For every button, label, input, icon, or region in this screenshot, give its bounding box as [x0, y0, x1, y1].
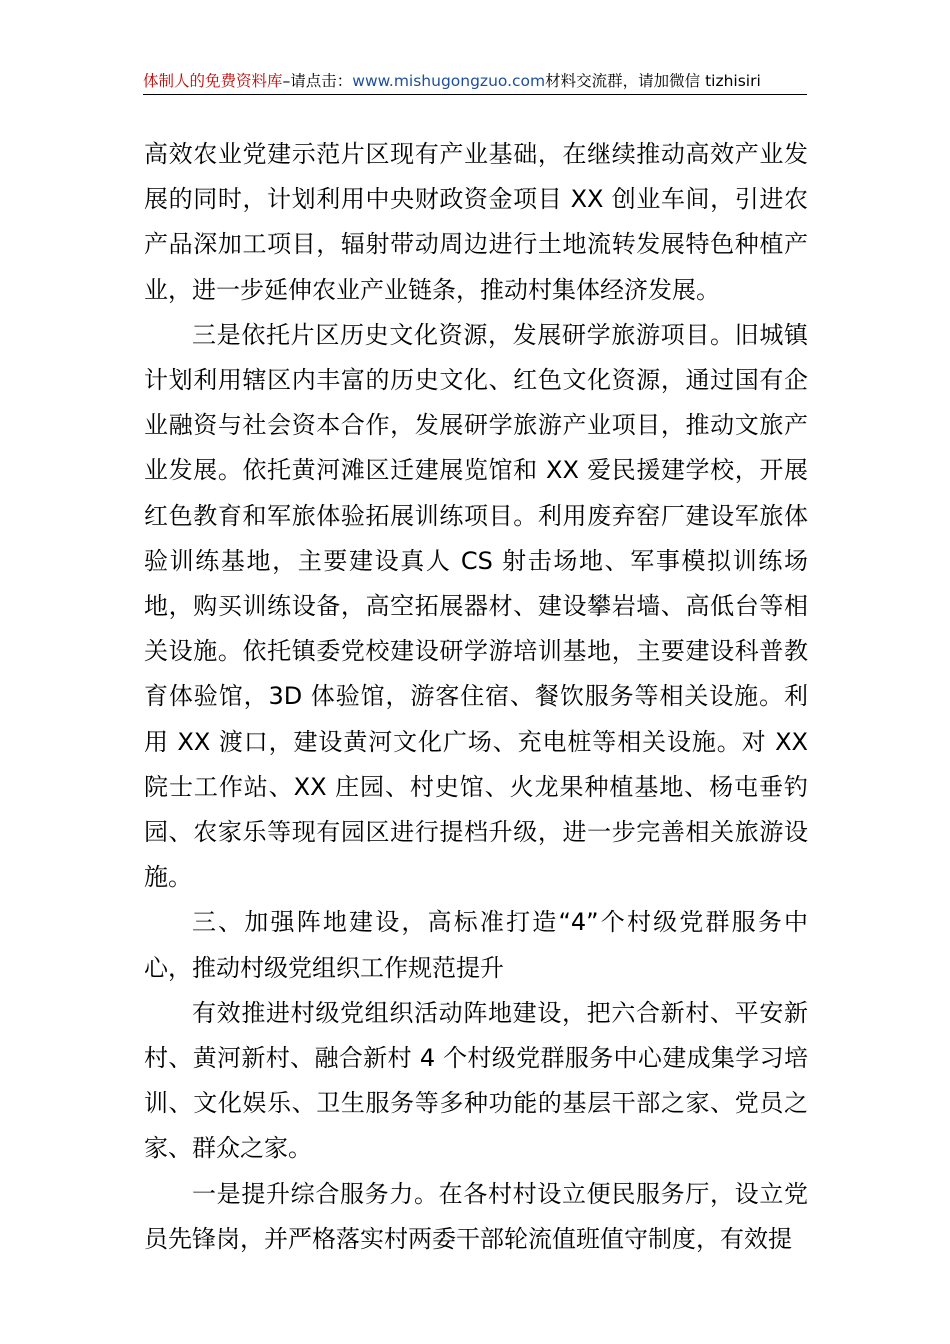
document-body — [144, 132, 808, 1262]
header-url-link[interactable]: www.mishugongzuo.com — [352, 72, 546, 90]
paragraph-position-building: 有效推进村级党组织活动阵地建设，把六合新村、平安新村、黄河新村、融合新村 4 个村级党群服务中心建成集学习培训、文化娱乐、卫生服务等多种功能的基层干部之家、党员之家、群众之家。 — [144, 998, 808, 1163]
section-heading: 三、加强阵地建设，高标准打造“4”个村级党群服务中心，推动村级党组织工作规范提升 — [144, 908, 808, 982]
paragraph-service-capacity: 一是提升综合服务力。在各村村设立便民服务厅，设立党员先锋岗，并严格落实村两委干部轮流值班值守制度，有效提 — [144, 1179, 808, 1253]
header-tail-text: 材料交流群，请加微信 tizhisiri — [545, 72, 761, 90]
header-click-prefix: –请点击： — [282, 72, 353, 90]
page-header — [143, 70, 807, 95]
header-brand: 体制人的免费资料库 — [143, 72, 283, 90]
paragraph-research-tourism: 三是依托片区历史文化资源，发展研学旅游项目。旧城镇计划利用辖区内丰富的历史文化、红色文化资源，通过国有企业融资与社会资本合作，发展研学旅游产业项目，推动文旅产业发展。依托黄河滩区迁建展览馆和 XX 爱民援建学校，开展红色教育和军旅体验拓展训练项目。利用废弃窑厂建设军旅体验训练基地，主要建设真人 CS 射击场地、军事模拟训练场地，购买训练设备，高空拓展器材、建设攀岩墙、高低台等相关设施。依托镇委党校建设研学游培训基地，主要建设科普教育体验馆，3D 体验馆，游客住宿、餐饮服务等相关设施。利用 XX 渡口，建设黄河文化广场、充电桩等相关设施。对 XX 院士工作站、XX 庄园、村史馆、火龙果种植基地、杨屯垂钓园、农家乐等现有园区进行提档升级，进一步完善相关旅游设施。 — [144, 320, 808, 892]
paragraph-continuation: 高效农业党建示范片区现有产业基础，在继续推动高效产业发展的同时，计划利用中央财政资金项目 XX 创业车间，引进农产品深加工项目，辐射带动周边进行土地流转发展特色种植产业，进一步延伸农业产业链条，推动村集体经济发展。 — [144, 140, 808, 304]
